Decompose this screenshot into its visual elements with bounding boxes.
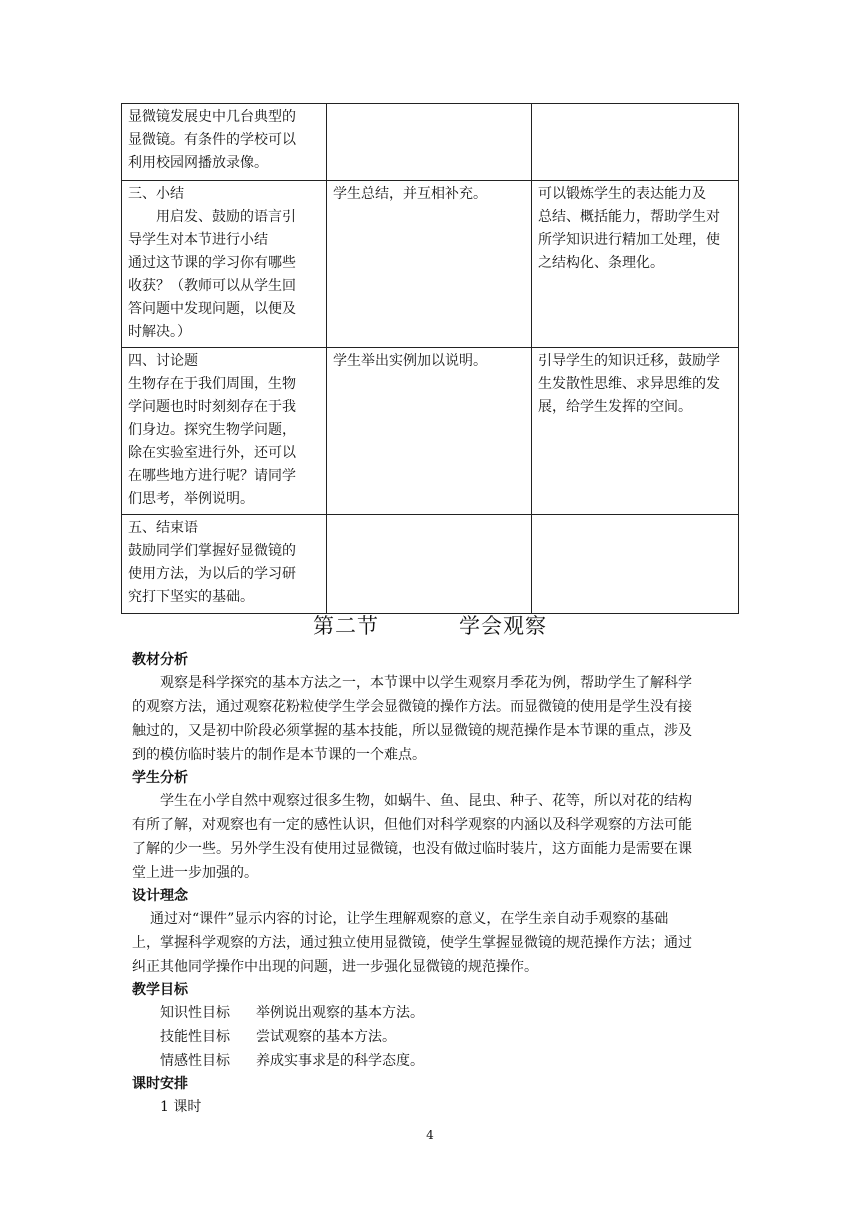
- table-row: [122, 515, 739, 614]
- schedule-heading: 课时安排: [132, 1076, 188, 1092]
- cell-text-line: 学问题也时时刻刻存在于我: [128, 399, 296, 415]
- goal-text: 养成实事求是的科学态度。: [256, 1053, 424, 1069]
- table-row: [122, 348, 739, 515]
- paragraph-line: 了解的少一些。另外学生没有使用过显微镜，也没有做过临时装片，这方面能力是需要在课: [132, 841, 692, 857]
- cell-text-line: 显微镜发展史中几台典型的: [128, 109, 296, 125]
- table-cell-col2: [327, 181, 532, 348]
- goal-item: [132, 1025, 732, 1049]
- table-cell-col1: [122, 181, 327, 348]
- cell-text-line: 展，给学生发挥的空间。: [538, 399, 692, 415]
- cell-text-line: 们身边。探究生物学问题，: [128, 422, 296, 438]
- textbook-analysis-heading: 教材分析: [132, 652, 188, 668]
- table-cell-col3: [532, 104, 739, 181]
- section-title: [0, 610, 860, 640]
- cell-text-line: 时解决。）: [128, 324, 191, 340]
- paragraph-line: 通过对“课件”显示内容的讨论，让学生理解观察的意义，在学生亲自动手观察的基础: [150, 911, 669, 927]
- cell-text-line: 除在实验室进行外，还可以: [128, 445, 296, 461]
- student-analysis-paragraph: [132, 789, 732, 885]
- goal-text: 举例说出观察的基本方法。: [256, 1005, 424, 1021]
- cell-text-line: 鼓励同学们掌握好显微镜的: [128, 543, 296, 559]
- paragraph-line: 观察是科学探究的基本方法之一，本节课中以学生观察月季花为例，帮助学生了解科学: [160, 675, 692, 691]
- cell-text-line: 生发散性思维、求异思维的发: [538, 376, 720, 392]
- paragraph-line: 触过的，又是初中阶段必须掌握的基本技能，所以显微镜的规范操作是本节课的重点，涉及: [132, 723, 692, 739]
- cell-text-line: 使用方法，为以后的学习研: [128, 566, 296, 582]
- cell-text-line: 三、小结: [128, 186, 184, 202]
- design-concept-paragraph: [132, 907, 732, 979]
- cell-text-line: 总结、概括能力，帮助学生对: [538, 209, 720, 225]
- cell-text-line: 收获？（教师可以从学生回: [128, 278, 296, 294]
- lesson-table: [121, 103, 739, 614]
- cell-text-line: 用启发、鼓励的语言引: [156, 209, 296, 225]
- table-cell-col3: [532, 348, 739, 515]
- section-name: 学会观察: [459, 614, 547, 638]
- goal-label: 知识性目标: [160, 1005, 230, 1021]
- paragraph-line: 上，掌握科学观察的方法，通过独立使用显微镜，使学生掌握显微镜的规范操作方法；通过: [132, 935, 692, 951]
- cell-text-line: 四、讨论题: [128, 353, 198, 369]
- paragraph-line: 堂上进一步加强的。: [132, 865, 258, 881]
- table-cell-col1: [122, 104, 327, 181]
- table-row: [122, 104, 739, 181]
- cell-text-line: 显微镜。有条件的学校可以: [128, 132, 296, 148]
- cell-text-line: 五、结束语: [128, 520, 198, 536]
- student-analysis-heading: 学生分析: [132, 770, 188, 786]
- cell-text-line: 生物存在于我们周围，生物: [128, 376, 296, 392]
- paragraph-line: 纠正其他同学操作中出现的问题，进一步强化显微镜的规范操作。: [132, 959, 538, 975]
- section-number: 第二节: [313, 614, 379, 638]
- table-cell-col2: [327, 348, 532, 515]
- cell-text-line: 导学生对本节进行小结: [128, 232, 268, 248]
- goal-label: 技能性目标: [160, 1029, 230, 1045]
- cell-text-line: 们思考，举例说明。: [128, 491, 254, 507]
- teaching-goals-heading: 教学目标: [132, 982, 188, 998]
- paragraph-line: 有所了解，对观察也有一定的感性认识，但他们对科学观察的内涵以及科学观察的方法可能: [132, 817, 692, 833]
- cell-text-line: 在哪些地方进行呢？请同学: [128, 468, 296, 484]
- table-cell-col2: [327, 515, 532, 614]
- table-cell-col2: [327, 104, 532, 181]
- textbook-analysis-paragraph: [132, 671, 732, 767]
- cell-text-line: 所学知识进行精加工处理，使: [538, 232, 720, 248]
- table-cell-col1: [122, 515, 327, 614]
- page-number: 4: [426, 1128, 434, 1142]
- lesson-content: [132, 649, 732, 1119]
- teaching-goals-list: [132, 1001, 732, 1073]
- goal-item: [132, 1049, 732, 1073]
- table-cell-col3: [532, 181, 739, 348]
- design-concept-heading: 设计理念: [132, 888, 188, 904]
- goal-label: 情感性目标: [160, 1053, 230, 1069]
- cell-text-line: 通过这节课的学习你有哪些: [128, 255, 296, 271]
- cell-text-line: 答问题中发现问题，以便及: [128, 301, 296, 317]
- cell-text-line: 可以锻炼学生的表达能力及: [538, 186, 706, 202]
- table-cell-col1: [122, 348, 327, 515]
- paragraph-line: 到的模仿临时装片的制作是本节课的一个难点。: [132, 747, 426, 763]
- table-cell-col3: [532, 515, 739, 614]
- paragraph-line: 的观察方法，通过观察花粉粒使学生学会显微镜的操作方法。而显微镜的使用是学生没有接: [132, 699, 692, 715]
- cell-text-line: 之结构化、条理化。: [538, 255, 664, 271]
- cell-text-line: 利用校园网播放录像。: [128, 155, 268, 171]
- cell-text-line: 引导学生的知识迁移，鼓励学: [538, 353, 720, 369]
- cell-text-line: 学生举出实例加以说明。: [333, 353, 487, 369]
- paragraph-line: 学生在小学自然中观察过很多生物，如蜗牛、鱼、昆虫、种子、花等，所以对花的结构: [160, 793, 692, 809]
- schedule-text: 1 课时: [160, 1099, 202, 1115]
- cell-text-line: 究打下坚实的基础。: [128, 589, 254, 605]
- table-row: [122, 181, 739, 348]
- goal-item: [132, 1001, 732, 1025]
- cell-text-line: 学生总结，并互相补充。: [333, 186, 487, 202]
- goal-text: 尝试观察的基本方法。: [256, 1029, 396, 1045]
